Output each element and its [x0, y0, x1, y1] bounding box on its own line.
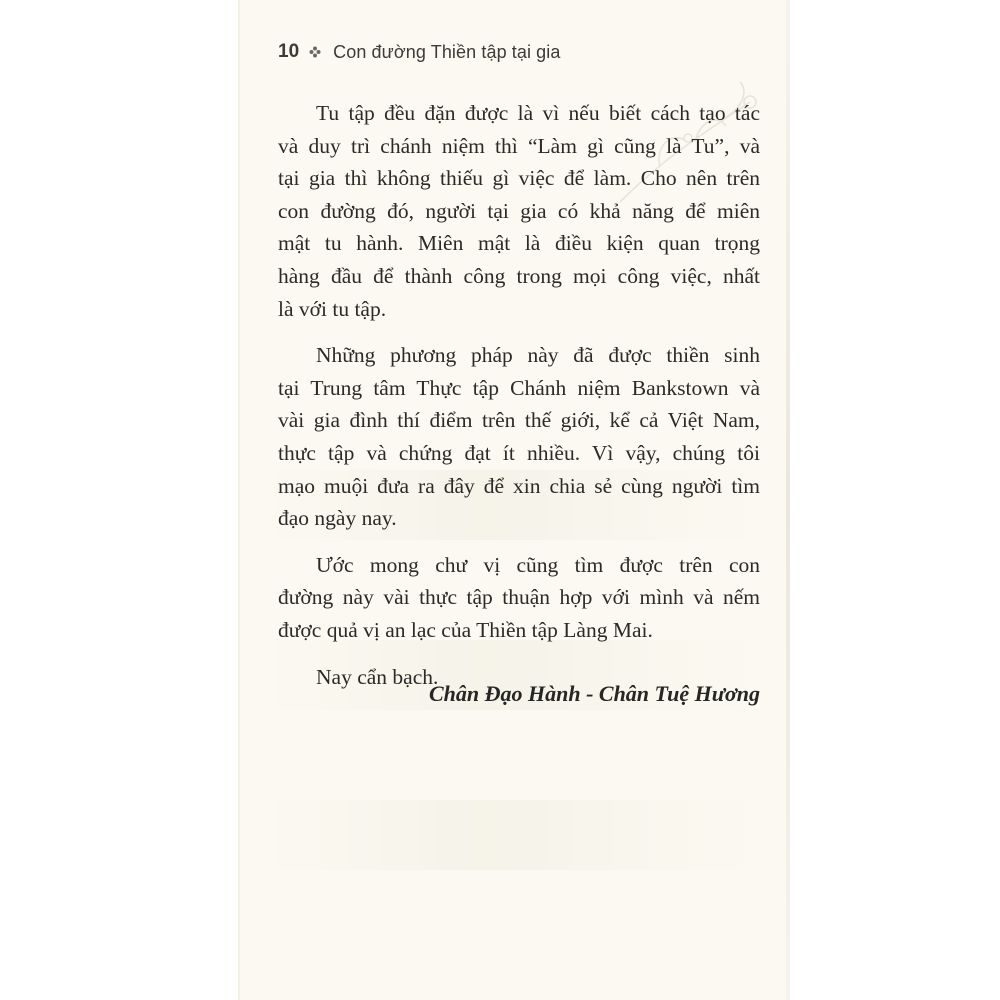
text-line: con đường đó, người tại gia có khả năng để miên	[278, 198, 760, 223]
text-line: Tu tập đều đặn được là vì nếu biết cách tạo tác	[316, 101, 760, 125]
paragraph	[278, 97, 760, 325]
text-line: đường này vài thực tập thuận hợp với mình và nếm	[278, 585, 760, 610]
signature: Chân Đạo Hành - Chân Tuệ Hương	[428, 681, 760, 706]
text-line: mật tu hành. Miên mật là điều kiện quan trọng	[278, 231, 760, 256]
text-line: là với tu tập.	[278, 296, 387, 321]
small-flower-icon	[309, 45, 321, 59]
page-number: 10	[278, 41, 300, 62]
running-header	[278, 39, 561, 65]
text-line: thực tập và chứng đạt ít nhiều. Vì vậy, chúng tôi	[278, 440, 760, 465]
running-title: Con đường Thiền tập tại gia	[333, 41, 561, 62]
text-line: hàng đầu để thành công trong mọi công việc, nhất	[278, 263, 760, 288]
paragraph	[278, 549, 760, 647]
text-line: vài gia đình thí điểm trên thế giới, kể cả Việt Nam,	[278, 408, 760, 433]
text-line: và duy trì chánh niệm thì “Làm gì cũng là Tu”, và	[278, 133, 760, 158]
show-through-shadow	[262, 800, 762, 870]
body-text	[278, 97, 760, 693]
paragraph	[278, 339, 760, 535]
text-line: Những phương pháp này đã được thiền sinh	[316, 343, 760, 368]
text-line: mạo muội đưa ra đây để xin chia sẻ cùng người tìm	[278, 473, 760, 498]
text-line: tại gia thì không thiếu gì việc để làm. Cho nên trên	[278, 166, 760, 191]
text-line: được quả vị an lạc của Thiền tập Làng Mai.	[278, 617, 653, 642]
text-line: đạo ngày nay.	[278, 506, 397, 531]
text-line: Ước mong chư vị cũng tìm được trên con	[316, 552, 760, 577]
closing-line: Nay cẩn bạch.	[316, 664, 439, 689]
text-line: tại Trung tâm Thực tập Chánh niệm Bankstown và	[278, 375, 760, 400]
